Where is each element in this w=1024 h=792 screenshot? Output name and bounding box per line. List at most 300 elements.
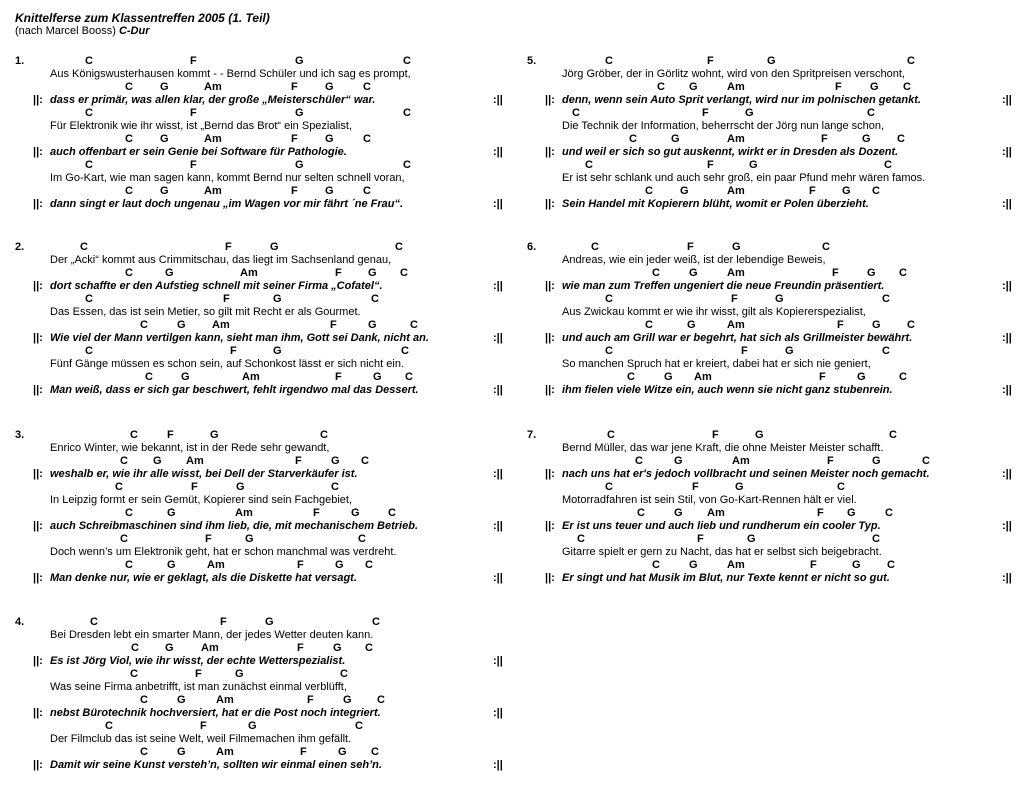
refrain-line — [527, 133, 1017, 159]
chord-symbol: C — [591, 241, 599, 253]
chord-row — [527, 559, 1017, 572]
chord-symbol: C — [371, 293, 379, 305]
chord-symbol: C — [645, 185, 653, 197]
verse-line — [15, 481, 505, 507]
chord-symbol: C — [377, 694, 385, 706]
lyric-text: nach uns hat er's jedoch vollbracht und seinen Meister noch gemacht. — [562, 468, 930, 480]
chord-symbol: G — [857, 371, 866, 383]
chord-symbol: C — [85, 55, 93, 67]
document-title: Knittelferse zum Klassentreffen 2005 (1. Teil) — [15, 11, 270, 25]
chord-row — [527, 293, 1017, 306]
chord-symbol: C — [885, 507, 893, 519]
chord-symbol: C — [572, 107, 580, 119]
chord-symbol: C — [140, 319, 148, 331]
chord-symbol: C — [405, 371, 413, 383]
chord-symbol: C — [585, 159, 593, 171]
chord-symbol: C — [340, 668, 348, 680]
chord-symbol: F — [300, 746, 307, 758]
lyric-text: Es ist Jörg Viol, wie ihr wisst, der echte Wetterspezialist. — [50, 655, 346, 667]
repeat-end-sign: :|| — [493, 280, 503, 292]
chord-symbol: C — [361, 455, 369, 467]
chord-symbol: C — [365, 642, 373, 654]
refrain-line — [15, 81, 505, 107]
chord-symbol: C — [125, 81, 133, 93]
chord-row — [15, 668, 505, 681]
lyric-text: und weil er sich so gut auskennt, wirkt er in Dresden als Dozent. — [562, 146, 899, 158]
repeat-start-sign: ||: — [545, 384, 555, 396]
chord-symbol: G — [872, 455, 881, 467]
chord-row — [527, 185, 1017, 198]
refrain-line — [15, 694, 505, 720]
chord-symbol: C — [629, 133, 637, 145]
chord-symbol: C — [884, 159, 892, 171]
verse-line — [15, 55, 505, 81]
chord-symbol: C — [365, 559, 373, 571]
chord-symbol: G — [351, 507, 360, 519]
lyric-text: Enrico Winter, wie bekannt, ist in der Rede sehr gewandt, — [50, 442, 330, 454]
chord-symbol: F — [821, 133, 828, 145]
chord-symbol: C — [80, 241, 88, 253]
chord-symbol: G — [749, 159, 758, 171]
chord-symbol: Am — [242, 371, 260, 383]
chord-symbol: C — [882, 293, 890, 305]
chord-symbol: G — [165, 267, 174, 279]
chord-symbol: Am — [727, 133, 745, 145]
lyric-text: Für Elektronik wie ihr wisst, ist „Bernd das Brot“ ein Spezialist, — [50, 120, 352, 132]
chord-symbol: C — [320, 429, 328, 441]
chord-symbol: F — [225, 241, 232, 253]
chord-symbol: G — [177, 746, 186, 758]
chord-row — [15, 694, 505, 707]
chord-row — [15, 507, 505, 520]
verse-number: 5. — [527, 55, 537, 67]
refrain-line — [527, 267, 1017, 293]
verse-line — [527, 293, 1017, 319]
chord-symbol: G — [373, 371, 382, 383]
chord-symbol: G — [867, 267, 876, 279]
chord-symbol: C — [115, 481, 123, 493]
chord-row — [527, 107, 1017, 120]
chord-symbol: F — [291, 133, 298, 145]
chord-symbol: C — [605, 293, 613, 305]
lyric-text: Andreas, wie ein jeder weiß, ist der lebendige Beweis, — [562, 254, 826, 266]
chord-symbol: G — [767, 55, 776, 67]
repeat-end-sign: :|| — [1002, 384, 1012, 396]
lyric-text: und auch am Grill war er begehrt, hat sich als Grillmeister bewährt. — [562, 332, 913, 344]
chord-symbol: C — [130, 668, 138, 680]
chord-symbol: Am — [216, 694, 234, 706]
lyric-text: Damit wir seine Kunst versteh’n, sollten wir einmal einen seh’n. — [50, 759, 382, 771]
chord-symbol: C — [837, 481, 845, 493]
chord-symbol: Am — [207, 559, 225, 571]
chord-symbol: Am — [727, 81, 745, 93]
repeat-end-sign: :|| — [493, 198, 503, 210]
repeat-end-sign: :|| — [493, 520, 503, 532]
repeat-end-sign: :|| — [1002, 146, 1012, 158]
verse-line — [15, 616, 505, 642]
chord-symbol: F — [702, 107, 709, 119]
lyric-text: Die Technik der Information, beherrscht der Jörg nun lange schon, — [562, 120, 885, 132]
chord-symbol: C — [125, 267, 133, 279]
chord-row — [527, 371, 1017, 384]
chord-symbol: C — [652, 267, 660, 279]
chord-symbol: F — [291, 81, 298, 93]
chord-row — [15, 746, 505, 759]
verse — [15, 429, 505, 585]
chord-row — [15, 319, 505, 332]
chord-symbol: Am — [727, 185, 745, 197]
chord-symbol: C — [358, 533, 366, 545]
chord-symbol: G — [333, 642, 342, 654]
chord-symbol: C — [85, 107, 93, 119]
chord-symbol: F — [190, 107, 197, 119]
chord-symbol: F — [195, 668, 202, 680]
chord-symbol: G — [735, 481, 744, 493]
chord-symbol: C — [145, 371, 153, 383]
lyric-text: nebst Bürotechnik hochversiert, hat er die Post noch integriert. — [50, 707, 381, 719]
refrain-line — [15, 371, 505, 397]
repeat-start-sign: ||: — [545, 468, 555, 480]
chord-row — [15, 241, 505, 254]
refrain-line — [527, 371, 1017, 397]
chord-symbol: F — [837, 319, 844, 331]
chord-symbol: F — [809, 185, 816, 197]
lyric-text: Er ist sehr schlank und auch sehr groß, ein paar Pfund mehr wären famos. — [562, 172, 926, 184]
refrain-line — [527, 319, 1017, 345]
chord-symbol: F — [335, 371, 342, 383]
chord-row — [527, 55, 1017, 68]
subtitle-text: (nach Marcel Booss) — [15, 25, 119, 37]
chord-symbol: G — [732, 241, 741, 253]
chord-symbol: G — [862, 133, 871, 145]
repeat-end-sign: :|| — [493, 468, 503, 480]
chord-symbol: C — [635, 455, 643, 467]
verse-number: 4. — [15, 616, 25, 628]
chord-symbol: F — [692, 481, 699, 493]
chord-symbol: C — [120, 533, 128, 545]
chord-symbol: C — [577, 533, 585, 545]
chord-symbol: G — [153, 455, 162, 467]
refrain-line — [527, 81, 1017, 107]
chord-symbol: G — [265, 616, 274, 628]
chord-symbol: C — [822, 241, 830, 253]
chord-symbol: C — [899, 371, 907, 383]
repeat-start-sign: ||: — [33, 94, 43, 106]
chord-symbol: F — [191, 481, 198, 493]
chord-symbol: C — [140, 694, 148, 706]
refrain-line — [527, 185, 1017, 211]
chord-symbol: G — [870, 81, 879, 93]
chord-symbol: Am — [204, 133, 222, 145]
chord-symbol: C — [889, 429, 897, 441]
chord-symbol: F — [330, 319, 337, 331]
repeat-end-sign: :|| — [493, 332, 503, 344]
chord-symbol: F — [731, 293, 738, 305]
chord-symbol: G — [325, 81, 334, 93]
chord-symbol: G — [177, 319, 186, 331]
chord-symbol: G — [273, 293, 282, 305]
repeat-start-sign: ||: — [33, 280, 43, 292]
repeat-start-sign: ||: — [545, 520, 555, 532]
verse-line — [15, 293, 505, 319]
chord-symbol: F — [205, 533, 212, 545]
chord-symbol: C — [371, 746, 379, 758]
chord-row — [527, 345, 1017, 358]
repeat-start-sign: ||: — [33, 655, 43, 667]
verse-line — [15, 107, 505, 133]
refrain-line — [15, 267, 505, 293]
lyric-text: Fünf Gänge müssen es schon sein, auf Schonkost lässt er sich nicht ein. — [50, 358, 405, 370]
refrain-line — [527, 559, 1017, 585]
chord-symbol: C — [410, 319, 418, 331]
chord-symbol: C — [627, 371, 635, 383]
chord-symbol: G — [325, 185, 334, 197]
chord-symbol: C — [395, 241, 403, 253]
repeat-start-sign: ||: — [33, 384, 43, 396]
chord-symbol: G — [872, 319, 881, 331]
verse-line — [527, 345, 1017, 371]
chord-symbol: C — [85, 345, 93, 357]
chord-symbol: C — [887, 559, 895, 571]
chord-symbol: F — [817, 507, 824, 519]
chord-symbol: Am — [216, 746, 234, 758]
refrain-line — [527, 507, 1017, 533]
chord-symbol: C — [355, 720, 363, 732]
chord-symbol: G — [842, 185, 851, 197]
refrain-line — [15, 133, 505, 159]
chord-symbol: F — [827, 455, 834, 467]
repeat-end-sign: :|| — [493, 655, 503, 667]
repeat-end-sign: :|| — [1002, 94, 1012, 106]
verse — [527, 241, 1017, 397]
chord-row — [527, 241, 1017, 254]
chord-symbol: C — [125, 133, 133, 145]
chord-symbol: C — [903, 81, 911, 93]
chord-symbol: C — [401, 345, 409, 357]
verse-line — [15, 241, 505, 267]
lyric-text: Jörg Gröber, der in Görlitz wohnt, wird von den Spritpreisen verschont, — [562, 68, 905, 80]
repeat-end-sign: :|| — [1002, 280, 1012, 292]
chord-symbol: G — [775, 293, 784, 305]
chord-symbol: C — [363, 81, 371, 93]
chord-symbol: Am — [727, 319, 745, 331]
chord-symbol: G — [210, 429, 219, 441]
chord-symbol: G — [160, 81, 169, 93]
chord-symbol: C — [363, 185, 371, 197]
lyric-text: ihm fielen viele Witze ein, auch wenn sie nicht ganz stubenrein. — [562, 384, 893, 396]
repeat-end-sign: :|| — [1002, 198, 1012, 210]
lyric-text: wie man zum Treffen ungeniert die neue Freundin präsentiert. — [562, 280, 885, 292]
lyric-text: dann singt er laut doch ungenau „im Wagen vor mir fährt ´ne Frau“. — [50, 198, 404, 210]
chord-symbol: F — [832, 267, 839, 279]
chord-symbol: G — [338, 746, 347, 758]
chord-symbol: G — [295, 55, 304, 67]
chord-symbol: G — [671, 133, 680, 145]
chord-symbol: F — [297, 642, 304, 654]
repeat-start-sign: ||: — [33, 759, 43, 771]
refrain-line — [15, 319, 505, 345]
chord-row — [527, 81, 1017, 94]
chord-symbol: G — [755, 429, 764, 441]
chord-symbol: G — [167, 559, 176, 571]
lyric-text: Aus Königswusterhausen kommt - - Bernd Schüler und ich sag es prompt, — [50, 68, 411, 80]
verse-line — [527, 55, 1017, 81]
chord-symbol: G — [248, 720, 257, 732]
chord-symbol: F — [335, 267, 342, 279]
verse-line — [15, 668, 505, 694]
verse-number: 1. — [15, 55, 25, 67]
chord-symbol: C — [85, 293, 93, 305]
verse-number: 7. — [527, 429, 537, 441]
chord-symbol: C — [105, 720, 113, 732]
repeat-start-sign: ||: — [33, 572, 43, 584]
lyric-text: dass er primär, was allen klar, der große „Meisterschüler“ war. — [50, 94, 376, 106]
chord-row — [527, 267, 1017, 280]
chord-symbol: G — [785, 345, 794, 357]
repeat-start-sign: ||: — [545, 198, 555, 210]
lyric-text: auch offenbart er sein Genie bei Software für Pathologie. — [50, 146, 347, 158]
chord-symbol: G — [160, 133, 169, 145]
lyric-text: auch Schreibmaschinen sind ihm lieb, die, mit mechanischem Betrieb. — [50, 520, 418, 532]
chord-symbol: G — [852, 559, 861, 571]
chord-symbol: C — [125, 507, 133, 519]
repeat-start-sign: ||: — [33, 146, 43, 158]
chord-symbol: C — [605, 55, 613, 67]
repeat-end-sign: :|| — [1002, 332, 1012, 344]
chord-symbol: Am — [204, 185, 222, 197]
chord-symbol: Am — [212, 319, 230, 331]
chord-symbol: C — [897, 133, 905, 145]
chord-symbol: G — [235, 668, 244, 680]
chord-symbol: Am — [240, 267, 258, 279]
chord-symbol: G — [847, 507, 856, 519]
chord-symbol: Am — [732, 455, 750, 467]
chord-row — [15, 267, 505, 280]
repeat-end-sign: :|| — [493, 707, 503, 719]
chord-symbol: G — [181, 371, 190, 383]
chord-symbol: G — [295, 107, 304, 119]
chord-symbol: G — [331, 455, 340, 467]
chord-symbol: F — [810, 559, 817, 571]
repeat-end-sign: :|| — [1002, 468, 1012, 480]
chord-symbol: C — [125, 559, 133, 571]
lyric-text: Bernd Müller, das war jene Kraft, die ohne Meister Meister schafft. — [562, 442, 884, 454]
verse-line — [527, 429, 1017, 455]
chord-symbol: C — [403, 55, 411, 67]
refrain-line — [15, 185, 505, 211]
refrain-line — [15, 507, 505, 533]
chord-symbol: C — [372, 616, 380, 628]
lyric-text: Er singt und hat Musik im Blut, nur Texte kennt er nicht so gut. — [562, 572, 890, 584]
verse-line — [15, 345, 505, 371]
lyric-text: Wie viel der Mann vertilgen kann, sieht man ihm, Gott sei Dank, nicht an. — [50, 332, 429, 344]
chord-symbol: G — [270, 241, 279, 253]
refrain-line — [15, 455, 505, 481]
chord-symbol: G — [747, 533, 756, 545]
chord-symbol: G — [273, 345, 282, 357]
chord-symbol: F — [687, 241, 694, 253]
lyric-text: Was seine Firma anbetrifft, ist man zunächst einmal verblüfft, — [50, 681, 347, 693]
chord-symbol: G — [245, 533, 254, 545]
repeat-end-sign: :|| — [1002, 520, 1012, 532]
chord-row — [15, 429, 505, 442]
chord-symbol: C — [922, 455, 930, 467]
chord-symbol: G — [689, 81, 698, 93]
chord-symbol: F — [307, 694, 314, 706]
chord-symbol: G — [674, 507, 683, 519]
refrain-line — [15, 746, 505, 772]
chord-row — [15, 455, 505, 468]
verse-number: 3. — [15, 429, 25, 441]
chord-symbol: C — [907, 55, 915, 67]
verse-number: 6. — [527, 241, 537, 253]
repeat-start-sign: ||: — [33, 198, 43, 210]
chord-symbol: C — [363, 133, 371, 145]
chord-symbol: G — [165, 642, 174, 654]
lyric-text: Der „Acki“ kommt aus Crimmitschau, das liegt im Sachsenland genau, — [50, 254, 392, 266]
chord-symbol: G — [325, 133, 334, 145]
chord-symbol: C — [867, 107, 875, 119]
chord-symbol: C — [652, 559, 660, 571]
lyric-text: Doch wenn’s um Elektronik geht, hat er schon manchmal was verdreht. — [50, 546, 397, 558]
chord-row — [527, 481, 1017, 494]
chord-symbol: F — [220, 616, 227, 628]
chord-symbol: G — [680, 185, 689, 197]
chord-row — [527, 429, 1017, 442]
chord-symbol: C — [120, 455, 128, 467]
verse-line — [527, 533, 1017, 559]
chord-symbol: F — [712, 429, 719, 441]
chord-row — [15, 616, 505, 629]
chord-row — [15, 185, 505, 198]
refrain-line — [527, 455, 1017, 481]
chord-symbol: C — [85, 159, 93, 171]
chord-symbol: C — [400, 267, 408, 279]
chord-symbol: G — [689, 267, 698, 279]
chord-symbol: G — [664, 371, 673, 383]
chord-symbol: C — [637, 507, 645, 519]
chord-symbol: F — [200, 720, 207, 732]
lyric-text: So manchen Spruch hat er kreiert, dabei hat er sich nie geniert, — [562, 358, 871, 370]
chord-symbol: G — [167, 507, 176, 519]
chord-symbol: Am — [235, 507, 253, 519]
lyric-text: Der Filmclub das ist seine Welt, weil Filmemachen ihm gefällt. — [50, 733, 352, 745]
chord-symbol: C — [657, 81, 665, 93]
repeat-start-sign: ||: — [33, 520, 43, 532]
document-header — [15, 11, 270, 38]
repeat-start-sign: ||: — [545, 280, 555, 292]
verse — [527, 429, 1017, 585]
chord-symbol: G — [160, 185, 169, 197]
chord-symbol: F — [835, 81, 842, 93]
repeat-end-sign: :|| — [493, 146, 503, 158]
chord-symbol: F — [707, 55, 714, 67]
repeat-end-sign: :|| — [1002, 572, 1012, 584]
chord-symbol: C — [872, 533, 880, 545]
chord-symbol: F — [223, 293, 230, 305]
chord-row — [15, 371, 505, 384]
repeat-start-sign: ||: — [545, 332, 555, 344]
repeat-end-sign: :|| — [493, 572, 503, 584]
repeat-end-sign: :|| — [493, 94, 503, 106]
chord-symbol: C — [131, 642, 139, 654]
lyric-text: Man weiß, dass er sich gar beschwert, fehlt irgendwo mal das Dessert. — [50, 384, 419, 396]
chord-symbol: C — [403, 107, 411, 119]
chord-symbol: F — [167, 429, 174, 441]
chord-row — [15, 293, 505, 306]
lyric-text: dort schaffte er den Aufstieg schnell mit seiner Firma „Cofatel“. — [50, 280, 383, 292]
chord-symbol: Am — [727, 267, 745, 279]
